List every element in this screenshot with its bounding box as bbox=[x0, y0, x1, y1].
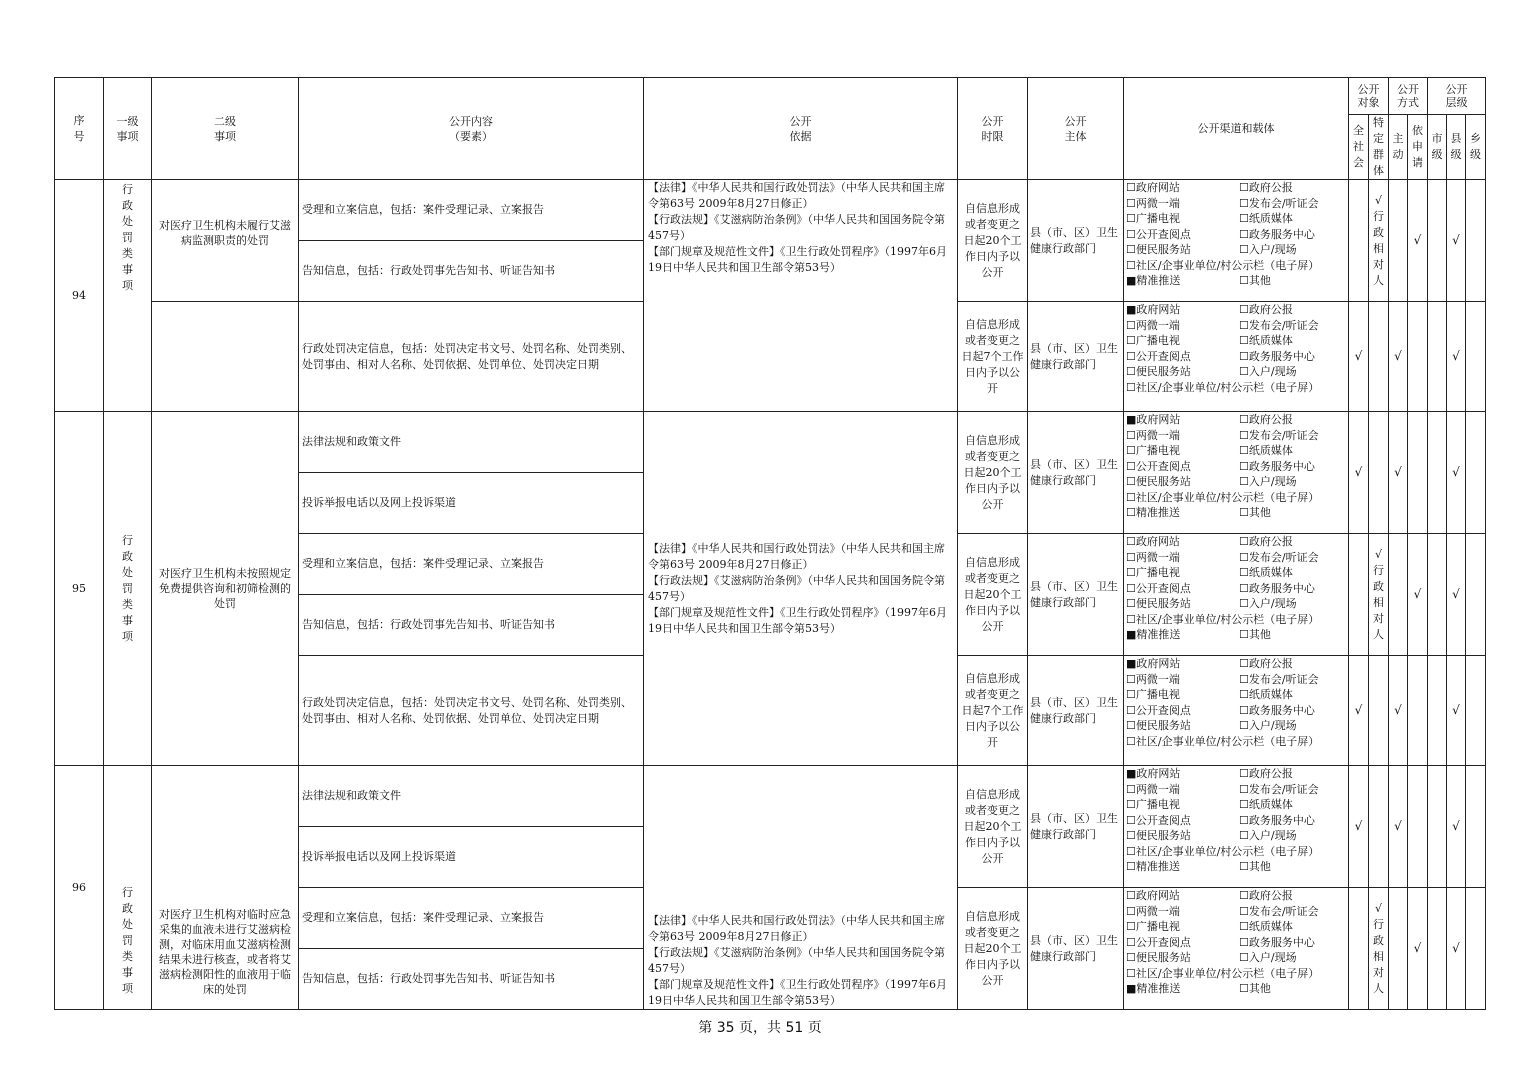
time-cell: 自信息形成或者变更之日起7个工作日内予以公开 bbox=[958, 302, 1028, 412]
channel-option: ☐广播电视 bbox=[1126, 798, 1180, 811]
channel-option: ☐公开查阅点 bbox=[1126, 703, 1191, 717]
header-row-1 bbox=[55, 78, 1486, 115]
channel-option: ■精准推送 bbox=[1126, 628, 1181, 641]
channel-option: ☐发布会/听证会 bbox=[1239, 782, 1319, 796]
tier-county-cell: √ bbox=[1447, 656, 1466, 766]
channel-option: ☐社区/企事业单位/村公示栏（电子屏） bbox=[1126, 966, 1320, 980]
channel-option: ☐入户/现场 bbox=[1239, 597, 1297, 610]
tier-town-cell bbox=[1466, 302, 1486, 412]
basis-regulation: 【行政法规】《艾滋病防治条例》（中华人民共和国国务院令第457号） bbox=[648, 573, 945, 603]
channel-option: ☐发布会/听证会 bbox=[1239, 672, 1319, 686]
content-cell: 法律法规和政策文件 bbox=[299, 766, 644, 827]
channel-option: ☐便民服务站 bbox=[1126, 243, 1191, 256]
channel-option: ☐政府公报 bbox=[1239, 303, 1293, 316]
basis-law: 【法律】《中华人民共和国行政处罚法》（中华人民共和国主席令第63号 2009年8月27日修正） bbox=[648, 914, 945, 943]
disclosure-table bbox=[54, 77, 1486, 1010]
channel-option: ☐发布会/听证会 bbox=[1239, 428, 1319, 442]
method-request-cell bbox=[1408, 656, 1428, 766]
method-request-cell bbox=[1408, 766, 1428, 888]
target-all-cell bbox=[1349, 180, 1369, 302]
tier-city-cell bbox=[1428, 766, 1447, 888]
subject-cell: 县（市、区）卫生健康行政部门 bbox=[1028, 656, 1124, 766]
content-cell: 行政处罚决定信息，包括：处罚决定书文号、处罚名称、处罚类别、处罚事由、相对人名称、处罚依据、处罚单位、处罚决定日期 bbox=[299, 656, 644, 766]
header-method-request: 依申请 bbox=[1408, 115, 1428, 180]
channel-option: ☐便民服务站 bbox=[1126, 719, 1191, 732]
target-specific-cell: √ 行政相对人 bbox=[1369, 888, 1389, 1010]
header-tier-city: 市级 bbox=[1428, 115, 1447, 180]
channel-option: ☐公开查阅点 bbox=[1126, 813, 1191, 827]
basis-rule: 【部门规章及规范性文件】《卫生行政处罚程序》（1997年6月19日中华人民共和国卫生部令第53号） bbox=[648, 978, 947, 1007]
channel-option: ☐政府公报 bbox=[1239, 889, 1293, 902]
channel-option: ☐两微一端 bbox=[1126, 428, 1180, 442]
channels-cell bbox=[1124, 412, 1349, 534]
content-cell: 投诉举报电话以及网上投诉渠道 bbox=[299, 827, 644, 888]
tier-county-cell: √ bbox=[1447, 534, 1466, 656]
header-tier-county: 县级 bbox=[1447, 115, 1466, 180]
channel-option: ☐政务服务中心 bbox=[1239, 581, 1315, 595]
channel-option: ☐政府公报 bbox=[1239, 657, 1293, 670]
time-cell: 自信息形成或者变更之日起20个工作日内予以公开 bbox=[958, 180, 1028, 302]
subject-cell: 县（市、区）卫生健康行政部门 bbox=[1028, 888, 1124, 1010]
target-all-cell: √ bbox=[1349, 766, 1369, 888]
header-tier-town: 乡级 bbox=[1466, 115, 1486, 180]
channel-option: ☐社区/企事业单位/村公示栏（电子屏） bbox=[1126, 612, 1320, 626]
table-row bbox=[55, 412, 1486, 473]
level2-cell: 对医疗卫生机构未按照规定免费提供咨询和初筛检测的处罚 bbox=[152, 412, 299, 766]
channel-option: ☐便民服务站 bbox=[1126, 829, 1191, 842]
channel-option: ☐发布会/听证会 bbox=[1239, 318, 1319, 332]
tier-county-cell: √ bbox=[1447, 888, 1466, 1010]
channel-option: ☐政府网站 bbox=[1126, 535, 1180, 548]
channel-option: ☐社区/企事业单位/村公示栏（电子屏） bbox=[1126, 844, 1320, 858]
channel-option: ☐入户/现场 bbox=[1239, 829, 1297, 842]
tier-city-cell bbox=[1428, 302, 1447, 412]
target-all-cell bbox=[1349, 888, 1369, 1010]
method-active-cell: √ bbox=[1389, 412, 1408, 534]
content-cell: 行政处罚决定信息，包括：处罚决定书文号、处罚名称、处罚类别、处罚事由、相对人名称、处罚依据、处罚单位、处罚决定日期 bbox=[299, 302, 644, 412]
tier-county-cell: √ bbox=[1447, 412, 1466, 534]
header-level2: 二级事项 bbox=[152, 78, 299, 180]
basis-regulation: 【行政法规】《艾滋病防治条例》（中华人民共和国国务院令第457号） bbox=[648, 946, 945, 975]
channel-option: ☐入户/现场 bbox=[1239, 719, 1297, 732]
channel-option: ☐社区/企事业单位/村公示栏（电子屏） bbox=[1126, 734, 1320, 748]
channel-option: ☐公开查阅点 bbox=[1126, 349, 1191, 363]
content-cell: 告知信息，包括：行政处罚事先告知书、听证告知书 bbox=[299, 241, 644, 302]
channels-cell bbox=[1124, 656, 1349, 766]
basis-law: 【法律】《中华人民共和国行政处罚法》（中华人民共和国主席令第63号 2009年8月27日修正） bbox=[648, 181, 945, 210]
channel-option: ☐公开查阅点 bbox=[1126, 935, 1191, 949]
tier-town-cell bbox=[1466, 656, 1486, 766]
target-specific-cell bbox=[1369, 302, 1389, 412]
channel-option: ☐政务服务中心 bbox=[1239, 813, 1315, 827]
channel-option: ☐公开查阅点 bbox=[1126, 227, 1191, 241]
channel-option: ■精准推送 bbox=[1126, 274, 1181, 287]
channel-option: ☐政府公报 bbox=[1239, 413, 1293, 426]
channel-option: ☐纸质媒体 bbox=[1239, 444, 1293, 457]
header-target-specific: 特定群体 bbox=[1369, 115, 1389, 180]
channel-option: ☐广播电视 bbox=[1126, 212, 1180, 225]
level2-cell: 对医疗卫生机构未履行艾滋病监测职责的处罚 bbox=[152, 180, 299, 302]
content-cell: 受理和立案信息，包括：案件受理记录、立案报告 bbox=[299, 180, 644, 241]
subject-cell: 县（市、区）卫生健康行政部门 bbox=[1028, 412, 1124, 534]
channel-option: ☐纸质媒体 bbox=[1239, 566, 1293, 579]
method-active-cell: √ bbox=[1389, 656, 1408, 766]
channels-cell bbox=[1124, 888, 1349, 1010]
tier-city-cell bbox=[1428, 656, 1447, 766]
header-target-all: 全社会 bbox=[1349, 115, 1369, 180]
channel-option: ☐入户/现场 bbox=[1239, 475, 1297, 488]
channel-option: ☐两微一端 bbox=[1126, 904, 1180, 918]
time-cell: 自信息形成或者变更之日起20个工作日内予以公开 bbox=[958, 888, 1028, 1010]
channel-option: ☐社区/企事业单位/村公示栏（电子屏） bbox=[1126, 490, 1320, 504]
basis-cell bbox=[644, 766, 958, 1010]
channel-option: ☐政务服务中心 bbox=[1239, 459, 1315, 473]
header-target: 公开对象 bbox=[1349, 78, 1389, 115]
channel-option: ■政府网站 bbox=[1126, 303, 1181, 316]
channel-option: ☐其他 bbox=[1239, 982, 1271, 995]
channel-option: ☐纸质媒体 bbox=[1239, 334, 1293, 347]
channel-option: ☐社区/企事业单位/村公示栏（电子屏） bbox=[1126, 380, 1320, 394]
level2-empty-cell bbox=[152, 302, 299, 412]
channel-option: ☐纸质媒体 bbox=[1239, 798, 1293, 811]
channel-option: ☐其他 bbox=[1239, 860, 1271, 873]
method-request-cell bbox=[1408, 302, 1428, 412]
tier-county-cell: √ bbox=[1447, 180, 1466, 302]
header-content: 公开内容（要素） bbox=[299, 78, 644, 180]
target-all-cell bbox=[1349, 534, 1369, 656]
channels-cell bbox=[1124, 534, 1349, 656]
content-cell: 投诉举报电话以及网上投诉渠道 bbox=[299, 473, 644, 534]
header-level1: 一级事项 bbox=[104, 78, 152, 180]
method-active-cell: √ bbox=[1389, 766, 1408, 888]
channel-option: ☐两微一端 bbox=[1126, 782, 1180, 796]
content-cell: 受理和立案信息，包括：案件受理记录、立案报告 bbox=[299, 534, 644, 595]
page-number: 第 35 页，共 51 页 bbox=[698, 1020, 822, 1036]
target-specific-cell bbox=[1369, 412, 1389, 534]
content-cell: 受理和立案信息，包括：案件受理记录、立案报告 bbox=[299, 888, 644, 949]
header-basis: 公开依据 bbox=[644, 78, 958, 180]
channel-option: ☐政府网站 bbox=[1126, 889, 1180, 902]
target-all-cell: √ bbox=[1349, 412, 1369, 534]
basis-rule: 【部门规章及规范性文件】《卫生行政处罚程序》（1997年6月19日中华人民共和国卫生部令第53号） bbox=[648, 605, 947, 635]
method-request-cell bbox=[1408, 412, 1428, 534]
method-request-cell: √ bbox=[1408, 534, 1428, 656]
time-cell: 自信息形成或者变更之日起7个工作日内予以公开 bbox=[958, 656, 1028, 766]
channel-option: ☐入户/现场 bbox=[1239, 243, 1297, 256]
channel-option: ■精准推送 bbox=[1126, 982, 1181, 995]
tier-town-cell bbox=[1466, 766, 1486, 888]
channel-option: ☐社区/企事业单位/村公示栏（电子屏） bbox=[1126, 258, 1320, 272]
channel-option: ☐两微一端 bbox=[1126, 550, 1180, 564]
channel-option: ☐纸质媒体 bbox=[1239, 212, 1293, 225]
subject-cell: 县（市、区）卫生健康行政部门 bbox=[1028, 766, 1124, 888]
channels-cell bbox=[1124, 180, 1349, 302]
tier-city-cell bbox=[1428, 412, 1447, 534]
header-channels: 公开渠道和载体 bbox=[1124, 78, 1349, 180]
channel-option: ☐政务服务中心 bbox=[1239, 703, 1315, 717]
time-cell: 自信息形成或者变更之日起20个工作日内予以公开 bbox=[958, 412, 1028, 534]
channel-option: ☐便民服务站 bbox=[1126, 951, 1191, 964]
channel-option: ☐入户/现场 bbox=[1239, 951, 1297, 964]
tier-county-cell: √ bbox=[1447, 766, 1466, 888]
basis-regulation: 【行政法规】《艾滋病防治条例》（中华人民共和国国务院令第457号） bbox=[648, 213, 945, 242]
channel-option: ☐其他 bbox=[1239, 506, 1271, 519]
channel-option: ☐便民服务站 bbox=[1126, 365, 1191, 378]
time-cell: 自信息形成或者变更之日起20个工作日内予以公开 bbox=[958, 766, 1028, 888]
channel-option: ☐广播电视 bbox=[1126, 920, 1180, 933]
method-request-cell: √ bbox=[1408, 180, 1428, 302]
target-all-cell: √ bbox=[1349, 302, 1369, 412]
channel-option: ☐其他 bbox=[1239, 274, 1271, 287]
method-active-cell: √ bbox=[1389, 302, 1408, 412]
channel-option: ☐两微一端 bbox=[1126, 318, 1180, 332]
seq-cell: 96 bbox=[55, 766, 104, 1010]
table-row bbox=[55, 766, 1486, 827]
content-cell: 法律法规和政策文件 bbox=[299, 412, 644, 473]
channel-option: ☐政府公报 bbox=[1239, 535, 1293, 548]
channel-option: ☐便民服务站 bbox=[1126, 475, 1191, 488]
target-specific-cell: √ 行政相对人 bbox=[1369, 534, 1389, 656]
method-active-cell bbox=[1389, 180, 1408, 302]
channel-option: ■政府网站 bbox=[1126, 657, 1181, 670]
target-specific-cell bbox=[1369, 656, 1389, 766]
channel-option: ☐发布会/听证会 bbox=[1239, 550, 1319, 564]
content-cell: 告知信息，包括：行政处罚事先告知书、听证告知书 bbox=[299, 595, 644, 656]
header-method: 公开方式 bbox=[1389, 78, 1428, 115]
channels-cell bbox=[1124, 766, 1349, 888]
channel-option: ■政府网站 bbox=[1126, 767, 1181, 780]
tier-city-cell bbox=[1428, 180, 1447, 302]
method-active-cell bbox=[1389, 888, 1408, 1010]
tier-city-cell bbox=[1428, 888, 1447, 1010]
channels-cell bbox=[1124, 302, 1349, 412]
channel-option: ☐政府公报 bbox=[1239, 767, 1293, 780]
subject-cell: 县（市、区）卫生健康行政部门 bbox=[1028, 180, 1124, 302]
channel-option: ☐精准推送 bbox=[1126, 506, 1180, 519]
channel-option: ☐政府网站 bbox=[1126, 181, 1180, 194]
method-request-cell: √ bbox=[1408, 888, 1428, 1010]
channel-option: ☐精准推送 bbox=[1126, 860, 1180, 873]
channel-option: ☐广播电视 bbox=[1126, 444, 1180, 457]
content-cell: 告知信息，包括：行政处罚事先告知书、听证告知书 bbox=[299, 949, 644, 1010]
seq-cell: 95 bbox=[55, 412, 104, 766]
channel-option: ☐政务服务中心 bbox=[1239, 227, 1315, 241]
channel-option: ☐政务服务中心 bbox=[1239, 935, 1315, 949]
method-active-cell bbox=[1389, 534, 1408, 656]
time-cell: 自信息形成或者变更之日起20个工作日内予以公开 bbox=[958, 534, 1028, 656]
channel-option: ☐发布会/听证会 bbox=[1239, 904, 1319, 918]
channel-option: ☐发布会/听证会 bbox=[1239, 196, 1319, 210]
seq-cell: 94 bbox=[55, 180, 104, 412]
channel-option: ☐其他 bbox=[1239, 628, 1271, 641]
level1-cell: 行政处罚类事项 bbox=[104, 412, 152, 766]
channel-option: ☐公开查阅点 bbox=[1126, 459, 1191, 473]
subject-cell: 县（市、区）卫生健康行政部门 bbox=[1028, 534, 1124, 656]
target-specific-cell: √ 行政相对人 bbox=[1369, 180, 1389, 302]
channel-option: ☐政务服务中心 bbox=[1239, 349, 1315, 363]
channel-option: ☐两微一端 bbox=[1126, 196, 1180, 210]
table-row bbox=[55, 180, 1486, 241]
channel-option: ☐入户/现场 bbox=[1239, 365, 1297, 378]
channel-option: ☐两微一端 bbox=[1126, 672, 1180, 686]
target-all-cell: √ bbox=[1349, 656, 1369, 766]
tier-city-cell bbox=[1428, 534, 1447, 656]
tier-town-cell bbox=[1466, 888, 1486, 1010]
level2-cell: 对医疗卫生机构对临时应急采集的血液未进行艾滋病检测，对临床用血艾滋病检测结果未进行核查，或者将艾滋病检测阳性的血液用于临床的处罚 bbox=[152, 766, 299, 1010]
channel-option: ■政府网站 bbox=[1126, 413, 1181, 426]
channel-option: ☐广播电视 bbox=[1126, 334, 1180, 347]
channel-option: ☐广播电视 bbox=[1126, 566, 1180, 579]
level1-cell: 行政处罚类事项 bbox=[104, 180, 152, 412]
header-time: 公开时限 bbox=[958, 78, 1028, 180]
basis-cell bbox=[644, 180, 958, 412]
basis-rule: 【部门规章及规范性文件】《卫生行政处罚程序》（1997年6月19日中华人民共和国卫生部令第53号） bbox=[648, 245, 947, 274]
basis-cell bbox=[644, 412, 958, 766]
channel-option: ☐便民服务站 bbox=[1126, 597, 1191, 610]
tier-town-cell bbox=[1466, 180, 1486, 302]
header-subject: 公开主体 bbox=[1028, 78, 1124, 180]
tier-town-cell bbox=[1466, 534, 1486, 656]
tier-town-cell bbox=[1466, 412, 1486, 534]
header-seq: 序号 bbox=[55, 78, 104, 180]
target-specific-cell bbox=[1369, 766, 1389, 888]
channel-option: ☐纸质媒体 bbox=[1239, 688, 1293, 701]
channel-option: ☐纸质媒体 bbox=[1239, 920, 1293, 933]
level1-cell: 行政处罚类事项 bbox=[104, 766, 152, 1010]
tier-county-cell: √ bbox=[1447, 302, 1466, 412]
channel-option: ☐广播电视 bbox=[1126, 688, 1180, 701]
header-method-active: 主动 bbox=[1389, 115, 1408, 180]
subject-cell: 县（市、区）卫生健康行政部门 bbox=[1028, 302, 1124, 412]
channel-option: ☐公开查阅点 bbox=[1126, 581, 1191, 595]
header-tier: 公开层级 bbox=[1428, 78, 1486, 115]
basis-law: 【法律】《中华人民共和国行政处罚法》（中华人民共和国主席令第63号 2009年8月27日修正） bbox=[648, 541, 945, 571]
channel-option: ☐政府公报 bbox=[1239, 181, 1293, 194]
